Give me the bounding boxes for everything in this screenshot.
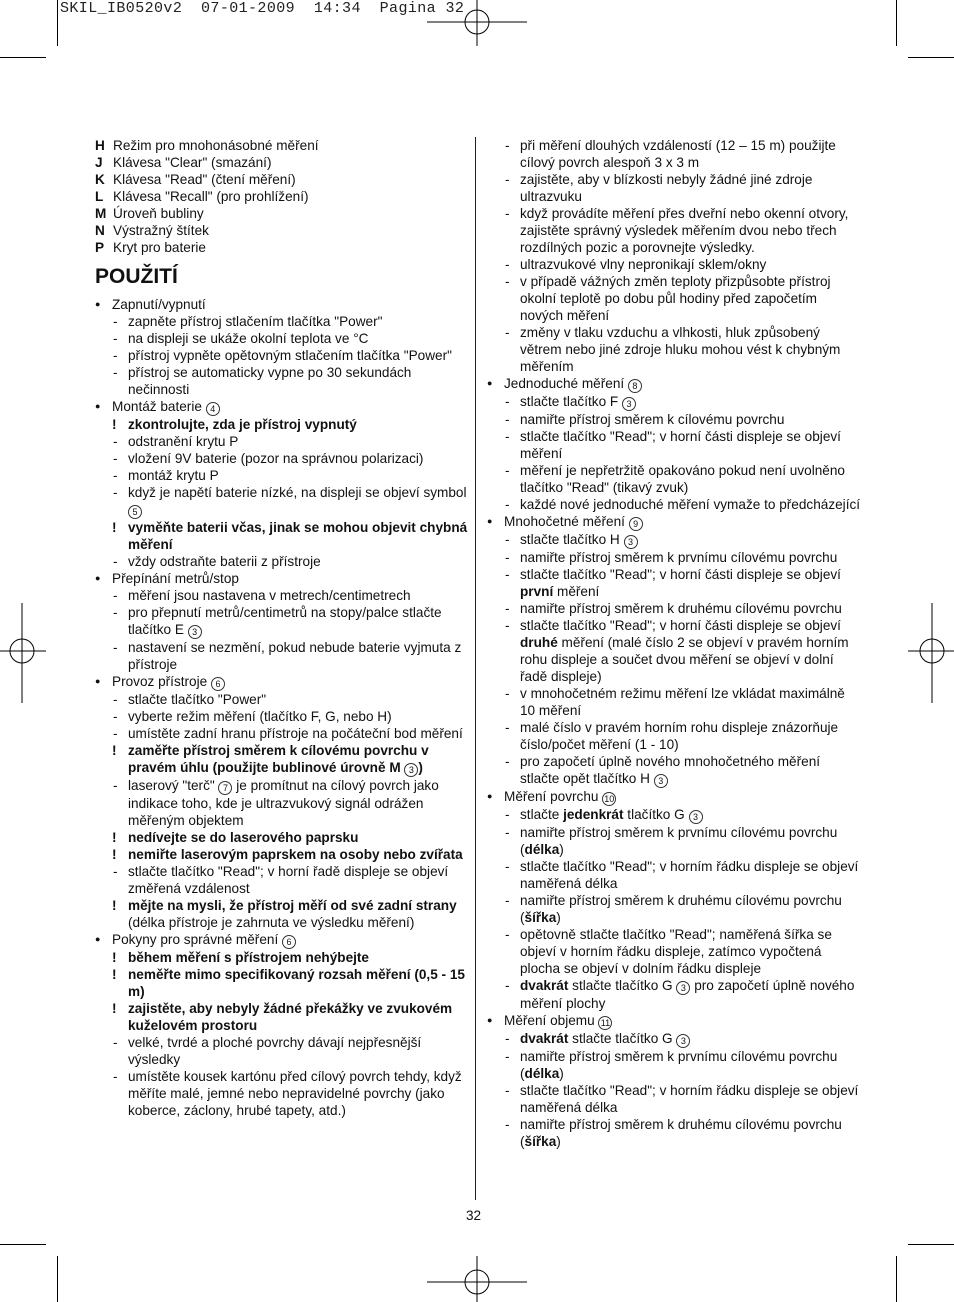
legend-key: H bbox=[95, 138, 105, 153]
dash-item: - odstranění krytu P bbox=[113, 434, 239, 449]
registration-mark-right bbox=[908, 603, 954, 703]
dash-item: - v mnohočetném režimu měření lze vkládat maximálně 10 měření bbox=[505, 686, 845, 718]
crop-mark bbox=[57, 1256, 58, 1302]
dash-item: - měření jsou nastavena v metrech/centimetrech bbox=[113, 588, 411, 603]
crop-mark bbox=[0, 57, 46, 58]
dash-item: - v případě vážných změn teploty přizpůsobte přístroj okolní teplotě po dobu půl hodiny před započetím nových měření bbox=[505, 274, 831, 323]
dash-item: - stlačte tlačítko "Read"; v horní části displeje se objeví první měření bbox=[505, 567, 841, 599]
crop-mark bbox=[908, 57, 954, 58]
legend-text: Klávesa "Read" (čtení měření) bbox=[113, 172, 296, 187]
left-column bbox=[95, 137, 470, 1119]
legend-text: Úroveň bubliny bbox=[113, 206, 204, 221]
column-divider bbox=[475, 137, 476, 1200]
legend-item bbox=[95, 222, 470, 239]
bullet-heading: ● Montáž baterie 4 bbox=[95, 398, 470, 416]
legend-text: Klávesa "Recall" (pro prohlížení) bbox=[113, 189, 309, 204]
dash-item: - stlačte tlačítko "Read"; v horním řádku displeje se objeví naměřená délka bbox=[505, 859, 859, 891]
dash-item: - namiřte přístroj směrem k druhému cílovému povrchu bbox=[505, 601, 842, 616]
crop-mark bbox=[896, 1256, 897, 1302]
legend-item bbox=[95, 239, 470, 256]
registration-mark-top bbox=[427, 0, 527, 46]
dash-item: - pro započetí úplně nového mnohočetného měření stlačte opět tlačítko H 3 bbox=[505, 754, 821, 786]
dash-item: - nastavení se nezmění, pokud nebude baterie vyjmuta z přístroje bbox=[113, 640, 462, 672]
bullet-heading: ● Jednoduché měření 8 bbox=[487, 375, 862, 393]
dash-item: - přístroj vypněte opětovným stlačením tlačítka "Power" bbox=[113, 348, 452, 363]
dash-item: - přístroj se automaticky vypne po 30 sekundách nečinnosti bbox=[113, 365, 412, 397]
section-title: POUŽITÍ bbox=[95, 265, 178, 288]
warning-item: ! během měření s přístrojem nehýbejte bbox=[112, 950, 369, 965]
warning-item: ! vyměňte baterii včas, jinak se mohou objevit chybná měření bbox=[112, 520, 468, 552]
dash-item: - malé číslo v pravém horním rohu displeje znázorňuje číslo/počet měření (1 - 10) bbox=[505, 720, 839, 752]
legend-key: M bbox=[95, 206, 107, 221]
crop-mark bbox=[908, 1244, 954, 1245]
dash-item: - dvakrát stlačte tlačítko G 3 bbox=[487, 1030, 862, 1048]
legend-item bbox=[95, 137, 470, 154]
dash-item: - stlačte tlačítko H 3 bbox=[487, 531, 862, 549]
warning-item: ! zajistěte, aby nebyly žádné překážky ve zvukovém kuželovém prostoru bbox=[112, 1001, 453, 1033]
left-instructions bbox=[95, 296, 470, 1119]
right-instructions bbox=[487, 137, 862, 1150]
bullet-heading: ● Provoz přístroje 6 bbox=[95, 673, 470, 691]
dash-item: - zajistěte, aby v blízkosti nebyly žádné jiné zdroje ultrazvuku bbox=[505, 172, 813, 204]
dash-item: - laserový "terč" 7 je promítnut na cílový povrch jako indikace toho, kde je ultrazvukový signál odrážen měřeným objektem bbox=[113, 778, 439, 828]
dash-item: - opětovně stlačte tlačítko "Read"; naměřená šířka se objeví v horním řádku displeje, zatímco vypočtená plocha se objeví v dolním řádku displeje bbox=[505, 927, 832, 976]
legend-text: Výstražný štítek bbox=[113, 223, 209, 238]
warning-item: ! mějte na mysli, že přístroj měří od své zadní strany (délka přístroje je zahrnuta ve výsledku měření) bbox=[112, 898, 457, 930]
legend-key: L bbox=[95, 189, 104, 204]
legend-text: Režim pro mnohonásobné měření bbox=[113, 138, 319, 153]
right-column bbox=[487, 137, 862, 1150]
dash-item: - stlačte tlačítko F 3 bbox=[487, 393, 862, 411]
bullet-heading: ● Měření objemu 11 bbox=[487, 1012, 862, 1030]
dash-item: - měření je nepřetržitě opakováno pokud není uvolněno tlačítko "Read" (tikavý zvuk) bbox=[505, 463, 845, 495]
registration-mark-bottom bbox=[427, 1256, 527, 1302]
warning-item: ! zaměřte přístroj směrem k cílovému povrchu v pravém úhlu (použijte bublinové úrovně M 3 ) bbox=[112, 743, 429, 775]
dash-item: - namiřte přístroj směrem k prvnímu cílovému povrchu bbox=[505, 550, 838, 565]
legend-list bbox=[95, 137, 470, 256]
legend-key: J bbox=[95, 155, 103, 170]
dash-item: - stlačte jedenkrát tlačítko G 3 bbox=[487, 806, 862, 824]
dash-item: - umístěte kousek kartónu před cílový povrch tehdy, když měříte malé, jemné nebo nepravidelné povrchy (jako koberce, záclony, hrubé tapety, atd.) bbox=[113, 1069, 462, 1118]
dash-item: - stlačte tlačítko "Read"; v horní části displeje se objeví druhé měření (malé číslo 2 se objeví v pravém horním rohu displeje a součet dvou měření se objeví v dolní řadě displeje) bbox=[505, 618, 849, 684]
dash-item: - stlačte tlačítko "Read"; v horní části displeje se objeví měření bbox=[505, 429, 841, 461]
dash-item: - stlačte tlačítko "Read"; v horním řádku displeje se objeví naměřená délka bbox=[505, 1083, 859, 1115]
dash-item: - ultrazvukové vlny nepronikají sklem/okny bbox=[505, 257, 767, 272]
dash-item: - montáž krytu P bbox=[113, 468, 219, 483]
legend-key: N bbox=[95, 223, 105, 238]
legend-item bbox=[95, 188, 470, 205]
dash-item: - zapněte přístroj stlačením tlačítka "Power" bbox=[113, 314, 383, 329]
dash-item: - namiřte přístroj směrem k druhému cílovému povrchu (šířka) bbox=[505, 893, 842, 925]
legend-key: P bbox=[95, 240, 105, 255]
warning-item: ! neměřte mimo specifikovaný rozsah měření (0,5 - 15 m) bbox=[112, 967, 465, 999]
dash-item: - namiřte přístroj směrem k druhému cílovému povrchu (šířka) bbox=[505, 1117, 842, 1149]
dash-item: - dvakrát stlačte tlačítko G 3 pro započetí úplně nového měření plochy bbox=[505, 978, 855, 1011]
legend-item bbox=[95, 154, 470, 171]
dash-item: - namiřte přístroj směrem k prvnímu cílovému povrchu (délka) bbox=[505, 825, 838, 857]
dash-item: - velké, tvrdé a ploché povrchy dávají nejpřesnější výsledky bbox=[113, 1035, 422, 1067]
dash-item: - umístěte zadní hranu přístroje na počáteční bod měření bbox=[113, 726, 463, 741]
dash-item: - změny v tlaku vzduchu a vlhkosti, hluk způsobený větrem nebo jiné zdroje hluku mohou vést k chybným měřením bbox=[505, 325, 841, 374]
crop-mark bbox=[896, 0, 897, 46]
bullet-heading: ● Pokyny pro správné měření 6 bbox=[95, 931, 470, 949]
crop-mark bbox=[0, 1244, 46, 1245]
dash-item: - pro přepnutí metrů/centimetrů na stopy/palce stlačte tlačítko E 3 bbox=[113, 605, 442, 637]
bullet-heading: ● Měření povrchu 10 bbox=[487, 788, 862, 806]
legend-text: Klávesa "Clear" (smazání) bbox=[113, 155, 272, 170]
dash-item: - stlačte tlačítko "Read"; v horní řadě displeje se objeví změřená vzdálenost bbox=[113, 864, 449, 896]
warning-item: ! zkontrolujte, zda je přístroj vypnutý bbox=[112, 417, 357, 432]
legend-key: K bbox=[95, 172, 105, 187]
dash-item: - namiřte přístroj směrem k prvnímu cílovému povrchu (délka) bbox=[505, 1049, 838, 1081]
dash-item: - každé nové jednoduché měření vymaže to předcházející bbox=[505, 497, 861, 512]
bullet-heading: ● Přepínání metrů/stop bbox=[95, 570, 470, 587]
warning-item: ! nedívejte se do laserového paprsku bbox=[112, 830, 359, 845]
crop-mark bbox=[57, 0, 58, 46]
dash-item: - na displeji se ukáže okolní teplota ve °C bbox=[113, 331, 369, 346]
dash-item: - vložení 9V baterie (pozor na správnou polarizaci) bbox=[113, 451, 424, 466]
dash-item: - vždy odstraňte baterii z přístroje bbox=[113, 554, 321, 569]
bullet-heading: ● Zapnutí/vypnutí bbox=[95, 296, 470, 313]
page-number: 32 bbox=[466, 1208, 482, 1223]
legend-item bbox=[95, 171, 470, 188]
warning-item: ! nemiřte laserovým paprskem na osoby nebo zvířata bbox=[112, 847, 463, 862]
dash-item: - když je napětí baterie nízké, na displeji se objeví symbol 5 bbox=[113, 485, 467, 517]
dash-item: - stlačte tlačítko "Power" bbox=[113, 692, 267, 707]
bullet-heading: ● Mnohočetné měření 9 bbox=[487, 513, 862, 531]
dash-item: - vyberte režim měření (tlačítko F, G, nebo H) bbox=[113, 709, 392, 724]
print-header: SKIL_IB0520v2 07-01-2009 14:34 Pagina 32 bbox=[60, 0, 465, 17]
legend-text: Kryt pro baterie bbox=[113, 240, 206, 255]
dash-item: - při měření dlouhých vzdáleností (12 – 15 m) použijte cílový povrch alespoň 3 x 3 m bbox=[505, 138, 836, 170]
legend-item bbox=[95, 205, 470, 222]
registration-mark-left bbox=[0, 603, 46, 703]
dash-item: - když provádíte měření přes dveřní nebo okenní otvory, zajistěte správný výsledek měřením dvou nebo třech rozdílných pozic a porovnejte výsledky. bbox=[505, 206, 849, 255]
dash-item: - namiřte přístroj směrem k cílovému povrchu bbox=[505, 412, 785, 427]
